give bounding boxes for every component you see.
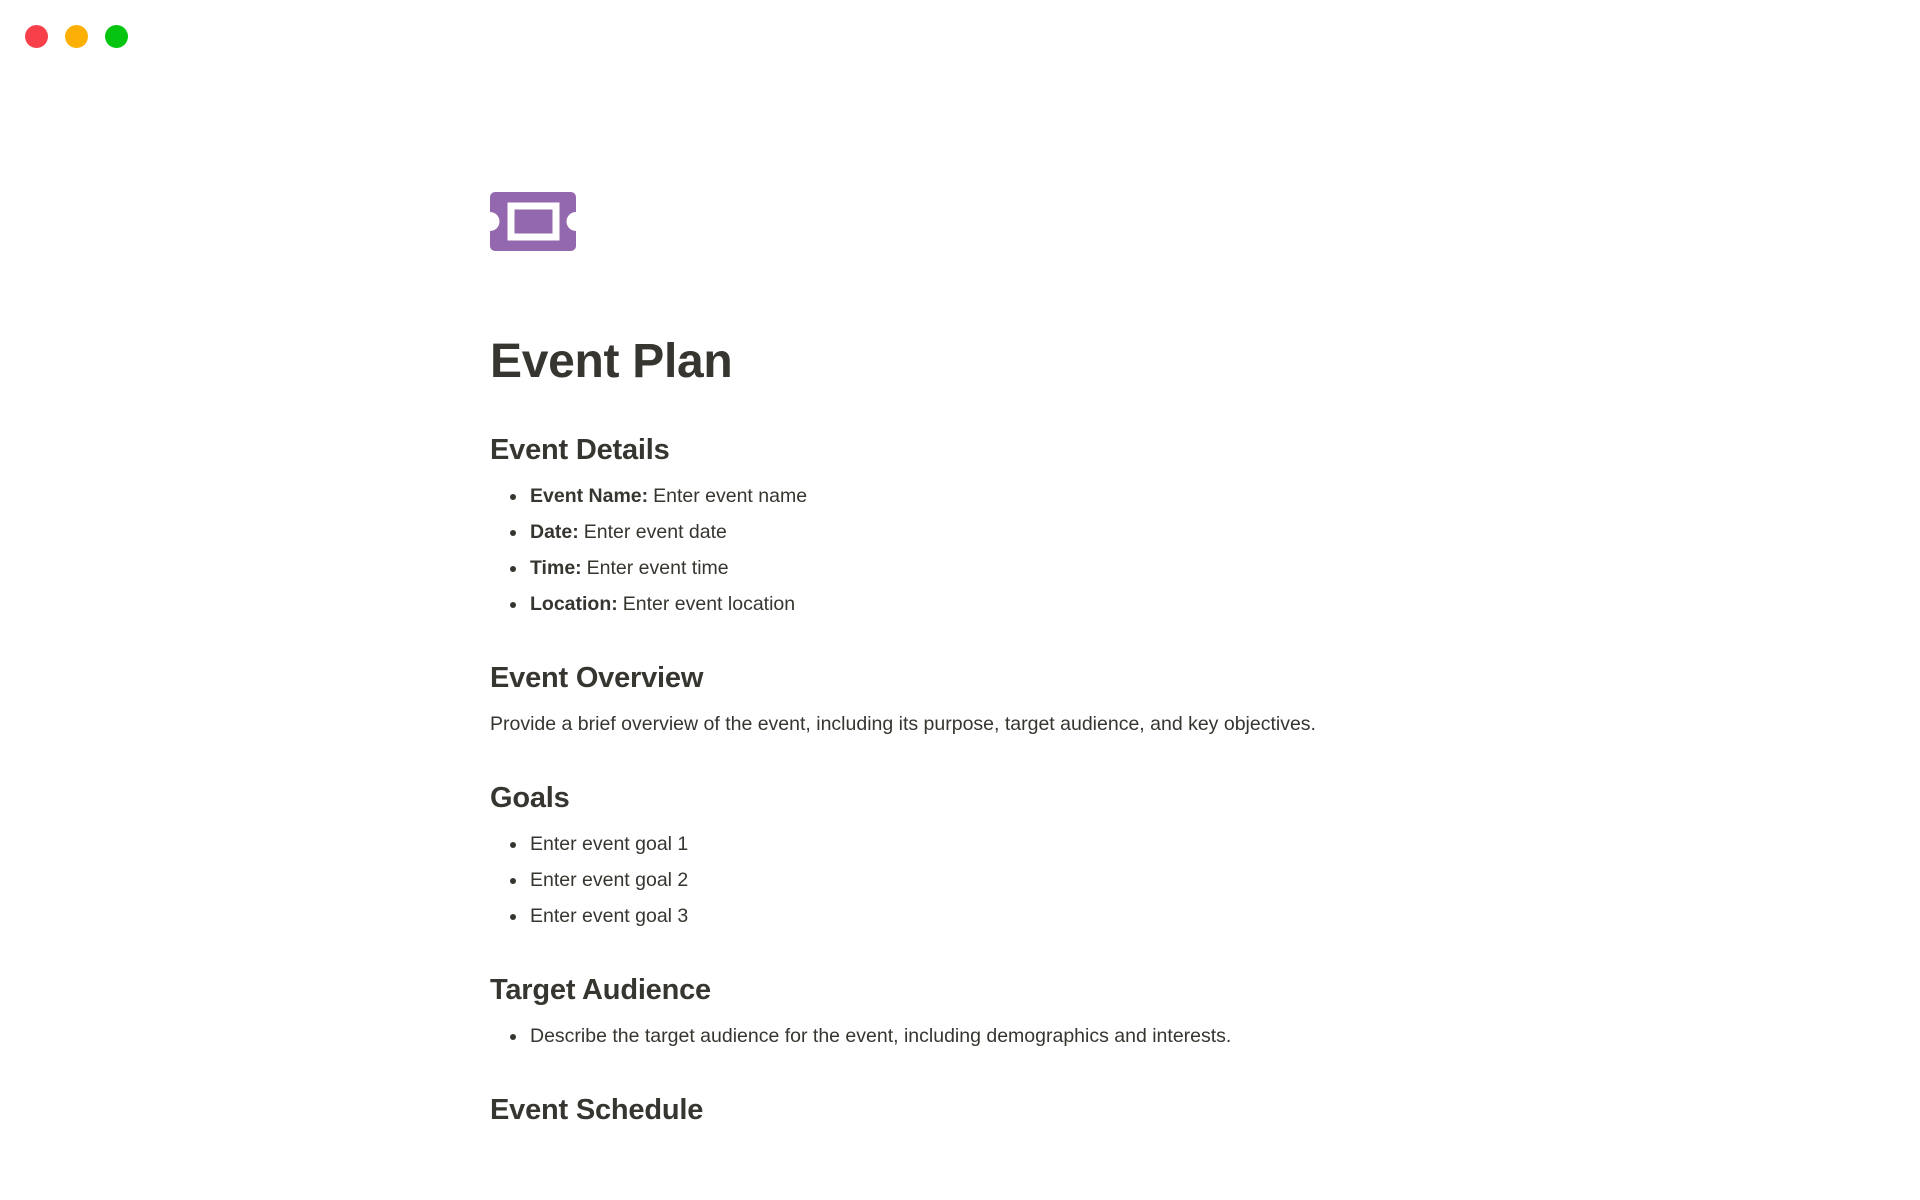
window-controls — [25, 25, 128, 48]
list-item-label: Location: — [530, 593, 618, 615]
page-icon-button[interactable] — [490, 192, 576, 251]
heading-target-audience[interactable]: Target Audience — [490, 974, 711, 1006]
window-close-button[interactable] — [25, 25, 48, 48]
list-item-label: Time: — [530, 557, 582, 579]
list-item[interactable] — [528, 590, 1430, 619]
list-item[interactable] — [528, 554, 1430, 583]
list-item-text: Enter event goal 2 — [530, 869, 689, 891]
event-details-list — [490, 482, 1430, 619]
heading-event-details[interactable]: Event Details — [490, 434, 670, 466]
list-item-text: Enter event goal 1 — [530, 833, 689, 855]
list-item[interactable] — [528, 518, 1430, 547]
ticket-icon — [490, 192, 576, 251]
list-item[interactable] — [528, 902, 1430, 931]
list-item[interactable] — [528, 866, 1430, 895]
document-page — [490, 0, 1430, 1128]
list-item-text: Enter event location — [622, 593, 796, 615]
list-item-text: Enter event time — [586, 557, 729, 579]
heading-event-schedule[interactable]: Event Schedule — [490, 1094, 704, 1126]
heading-goals[interactable]: Goals — [490, 782, 570, 814]
target-audience-list — [490, 1022, 1430, 1051]
list-item-text: Describe the target audience for the event, including demographics and interests. — [530, 1025, 1232, 1047]
list-item[interactable] — [528, 830, 1430, 859]
heading-event-overview[interactable]: Event Overview — [490, 662, 704, 694]
event-overview-text[interactable]: Provide a brief overview of the event, including its purpose, target audience, and key objectives. — [490, 713, 1316, 735]
list-item-text: Enter event date — [583, 521, 727, 543]
list-item-text: Enter event goal 3 — [530, 905, 689, 927]
list-item-label: Event Name: — [530, 485, 649, 507]
goals-list — [490, 830, 1430, 931]
page-title[interactable]: Event Plan — [490, 335, 733, 388]
list-item[interactable] — [528, 1022, 1430, 1051]
list-item[interactable] — [528, 482, 1430, 511]
window-zoom-button[interactable] — [105, 25, 128, 48]
window-minimize-button[interactable] — [65, 25, 88, 48]
list-item-label: Date: — [530, 521, 579, 543]
list-item-text: Enter event name — [653, 485, 808, 507]
